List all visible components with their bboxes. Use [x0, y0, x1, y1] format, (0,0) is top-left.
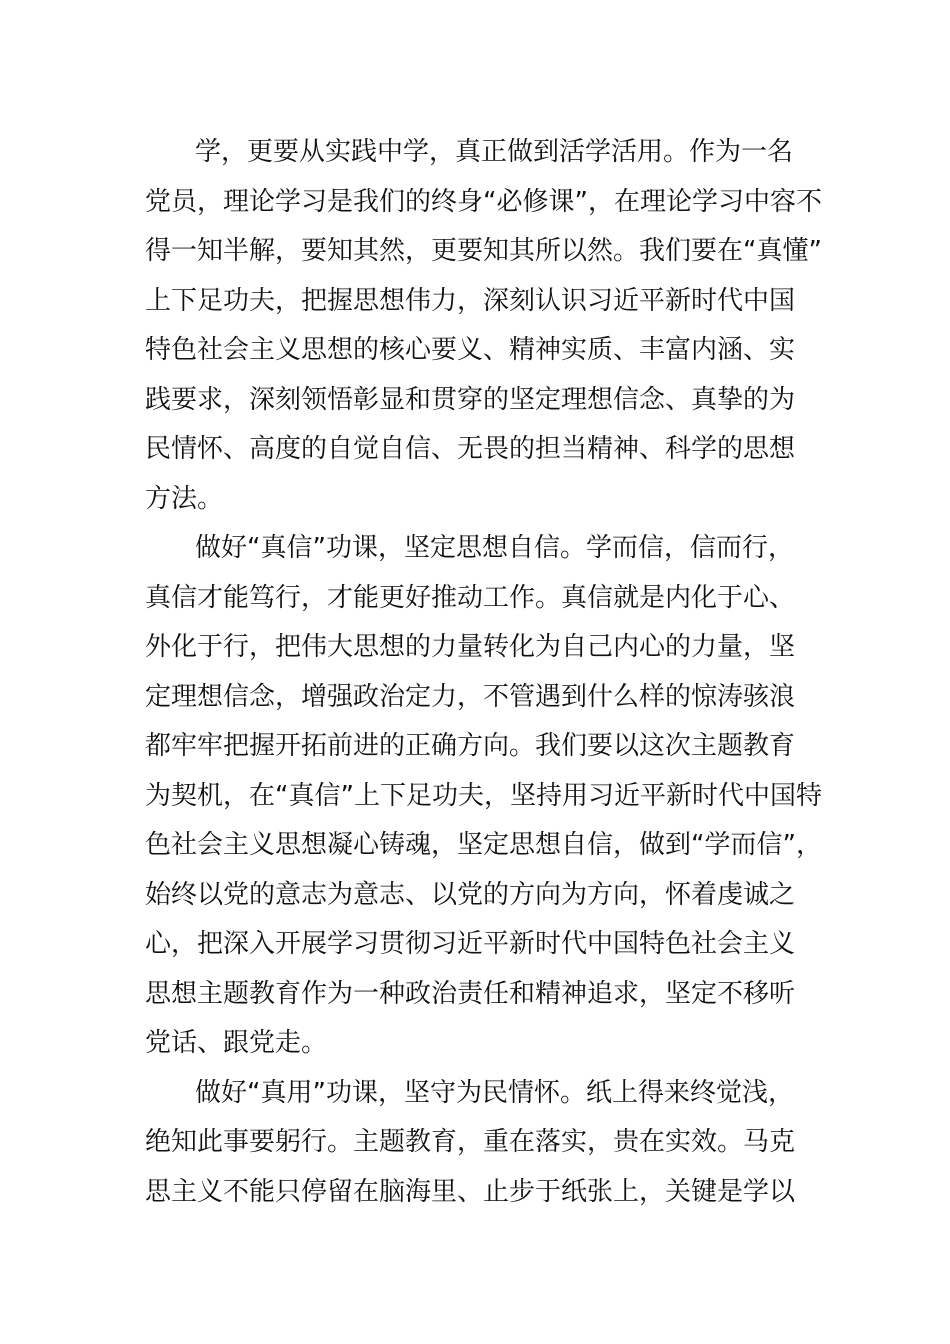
body-text — [145, 128, 835, 1217]
text-line: 学，更要从实践中学，真正做到活学活用。作为一名 — [195, 137, 794, 167]
text-line: 外化于行，把伟大思想的力量转化为自己内心的力量，坚 — [145, 632, 796, 662]
text-line: 上下足功夫，把握思想伟力，深刻认识习近平新时代中国 — [145, 285, 796, 316]
text-line: 始终以党的意志为意志、以党的方向为方向，怀着虔诚之 — [145, 879, 796, 910]
text-line: 思主义不能只停留在脑海里、止步于纸张上，关键是学以 — [145, 1176, 796, 1207]
text-line: 为契机，在“真信”上下足功夫，坚持用习近平新时代中国特 — [145, 780, 822, 811]
text-line: 真信才能笃行，才能更好推动工作。真信就是内化于心、 — [145, 582, 796, 613]
text-line: 特色社会主义思想的核心要义、精神实质、丰富内涵、实 — [145, 335, 796, 365]
text-line: 思想主题教育作为一种政治责任和精神追求，坚定不移听 — [145, 978, 796, 1009]
text-line: 做好“真用”功课，坚守为民情怀。纸上得来终觉浅， — [195, 1077, 794, 1108]
text-line: 绝知此事要躬行。主题教育，重在落实，贵在实效。马克 — [145, 1127, 796, 1157]
text-line: 色社会主义思想凝心铸魂，坚定思想自信，做到“学而信”， — [145, 830, 822, 860]
text-line: 定理想信念，增强政治定力，不管遇到什么样的惊涛骇浪 — [145, 681, 796, 712]
text-line: 民情怀、高度的自觉自信、无畏的担当精神、科学的思想 — [145, 434, 796, 464]
text-line: 心，把深入开展学习贯彻习近平新时代中国特色社会主义 — [145, 929, 796, 959]
text-line: 方法。 — [145, 483, 224, 514]
text-line: 党话、跟党走。 — [145, 1028, 328, 1058]
text-line: 做好“真信”功课，坚定思想自信。学而信，信而行， — [195, 533, 794, 563]
text-line: 党员，理论学习是我们的终身“必修课”，在理论学习中容不 — [145, 186, 822, 217]
text-line: 践要求，深刻领悟彰显和贯穿的坚定理想信念、真挚的为 — [145, 384, 796, 415]
text-line: 都牢牢把握开拓前进的正确方向。我们要以这次主题教育 — [145, 731, 796, 761]
text-line: 得一知半解，要知其然，更要知其所以然。我们要在“真懂” — [145, 236, 822, 266]
